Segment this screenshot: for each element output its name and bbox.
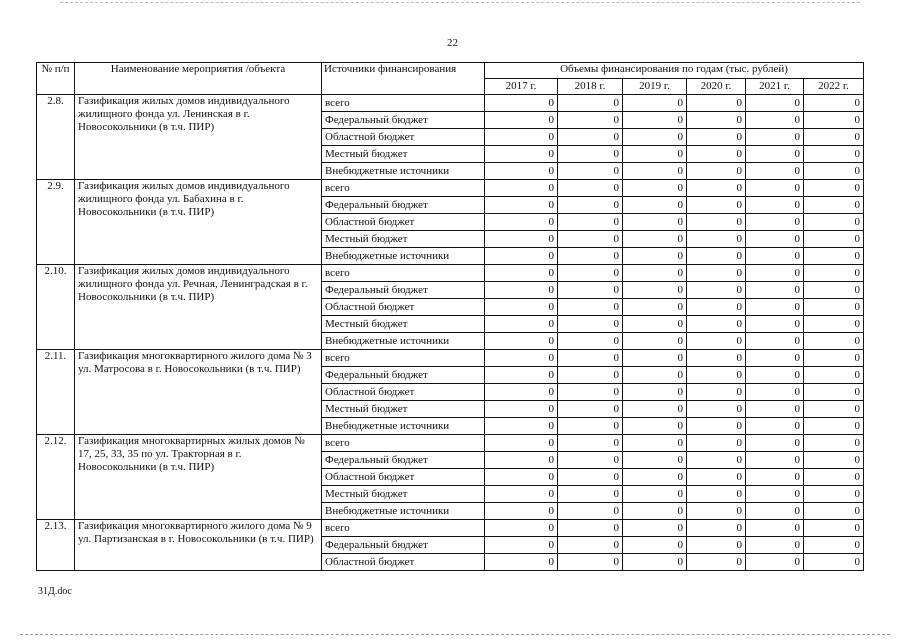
funding-value: 0 <box>623 486 687 503</box>
funding-source: Областной бюджет <box>322 299 485 316</box>
header-source: Источники финансирования <box>322 63 485 95</box>
funding-value: 0 <box>687 452 746 469</box>
funding-source: Внебюджетные источники <box>322 333 485 350</box>
funding-value: 0 <box>804 486 864 503</box>
header-volumes: Объемы финансирования по годам (тыс. рублей) <box>485 63 864 79</box>
funding-source: всего <box>322 435 485 452</box>
funding-value: 0 <box>746 520 804 537</box>
funding-source: Областной бюджет <box>322 214 485 231</box>
funding-value: 0 <box>485 503 558 520</box>
funding-source: Внебюджетные источники <box>322 248 485 265</box>
funding-value: 0 <box>746 418 804 435</box>
funding-source: Местный бюджет <box>322 146 485 163</box>
table-row <box>37 520 864 537</box>
funding-value: 0 <box>746 265 804 282</box>
funding-value: 0 <box>558 112 623 129</box>
funding-source: Областной бюджет <box>322 384 485 401</box>
funding-value: 0 <box>804 146 864 163</box>
funding-value: 0 <box>687 316 746 333</box>
item-number: 2.13. <box>37 520 75 571</box>
header-year: 2022 г. <box>804 79 864 95</box>
funding-value: 0 <box>746 112 804 129</box>
funding-value: 0 <box>558 265 623 282</box>
funding-source: Местный бюджет <box>322 231 485 248</box>
funding-value: 0 <box>687 95 746 112</box>
funding-value: 0 <box>746 248 804 265</box>
funding-value: 0 <box>558 486 623 503</box>
funding-value: 0 <box>558 197 623 214</box>
funding-value: 0 <box>687 282 746 299</box>
funding-value: 0 <box>485 486 558 503</box>
funding-value: 0 <box>623 95 687 112</box>
funding-source: Внебюджетные источники <box>322 163 485 180</box>
funding-value: 0 <box>687 401 746 418</box>
funding-value: 0 <box>485 469 558 486</box>
funding-value: 0 <box>746 146 804 163</box>
funding-value: 0 <box>485 418 558 435</box>
header-num: № п/п <box>37 63 75 95</box>
funding-value: 0 <box>804 95 864 112</box>
funding-value: 0 <box>485 163 558 180</box>
funding-source: Федеральный бюджет <box>322 452 485 469</box>
funding-value: 0 <box>804 367 864 384</box>
funding-value: 0 <box>746 333 804 350</box>
funding-source: Местный бюджет <box>322 401 485 418</box>
funding-value: 0 <box>746 452 804 469</box>
funding-source: Внебюджетные источники <box>322 503 485 520</box>
funding-value: 0 <box>804 180 864 197</box>
table-row <box>37 435 864 452</box>
item-number: 2.11. <box>37 350 75 435</box>
funding-value: 0 <box>804 163 864 180</box>
funding-value: 0 <box>623 367 687 384</box>
funding-value: 0 <box>687 503 746 520</box>
funding-value: 0 <box>623 265 687 282</box>
funding-value: 0 <box>558 163 623 180</box>
funding-value: 0 <box>558 316 623 333</box>
funding-value: 0 <box>558 282 623 299</box>
funding-source: Федеральный бюджет <box>322 282 485 299</box>
funding-value: 0 <box>687 163 746 180</box>
funding-value: 0 <box>558 129 623 146</box>
funding-value: 0 <box>687 112 746 129</box>
funding-value: 0 <box>623 146 687 163</box>
funding-value: 0 <box>558 214 623 231</box>
funding-value: 0 <box>623 112 687 129</box>
funding-source: всего <box>322 520 485 537</box>
funding-value: 0 <box>746 384 804 401</box>
funding-value: 0 <box>804 316 864 333</box>
funding-value: 0 <box>623 384 687 401</box>
header-year: 2021 г. <box>746 79 804 95</box>
funding-value: 0 <box>485 384 558 401</box>
funding-value: 0 <box>687 384 746 401</box>
funding-source: всего <box>322 95 485 112</box>
funding-value: 0 <box>485 248 558 265</box>
funding-value: 0 <box>623 282 687 299</box>
funding-value: 0 <box>804 299 864 316</box>
funding-value: 0 <box>804 520 864 537</box>
funding-value: 0 <box>623 163 687 180</box>
funding-value: 0 <box>804 231 864 248</box>
funding-value: 0 <box>687 146 746 163</box>
funding-value: 0 <box>485 520 558 537</box>
funding-value: 0 <box>746 316 804 333</box>
funding-value: 0 <box>623 554 687 571</box>
funding-value: 0 <box>558 520 623 537</box>
funding-value: 0 <box>746 282 804 299</box>
funding-value: 0 <box>485 452 558 469</box>
funding-value: 0 <box>485 537 558 554</box>
scan-artifact-bottom <box>20 634 890 636</box>
funding-value: 0 <box>746 469 804 486</box>
funding-value: 0 <box>623 197 687 214</box>
funding-value: 0 <box>558 537 623 554</box>
funding-value: 0 <box>687 367 746 384</box>
funding-value: 0 <box>804 282 864 299</box>
funding-value: 0 <box>558 180 623 197</box>
funding-value: 0 <box>804 469 864 486</box>
funding-value: 0 <box>485 129 558 146</box>
funding-value: 0 <box>804 401 864 418</box>
funding-value: 0 <box>485 282 558 299</box>
funding-value: 0 <box>746 350 804 367</box>
funding-value: 0 <box>687 537 746 554</box>
funding-value: 0 <box>623 248 687 265</box>
funding-value: 0 <box>687 129 746 146</box>
funding-value: 0 <box>687 197 746 214</box>
funding-value: 0 <box>746 231 804 248</box>
table-row <box>37 265 864 282</box>
funding-value: 0 <box>485 401 558 418</box>
funding-value: 0 <box>746 180 804 197</box>
item-number: 2.8. <box>37 95 75 180</box>
funding-value: 0 <box>558 333 623 350</box>
funding-value: 0 <box>623 129 687 146</box>
funding-value: 0 <box>804 503 864 520</box>
funding-value: 0 <box>558 95 623 112</box>
funding-value: 0 <box>558 469 623 486</box>
table-row <box>37 350 864 367</box>
funding-value: 0 <box>687 520 746 537</box>
funding-source: всего <box>322 265 485 282</box>
funding-value: 0 <box>623 435 687 452</box>
funding-source: всего <box>322 350 485 367</box>
funding-value: 0 <box>804 214 864 231</box>
funding-value: 0 <box>623 231 687 248</box>
table-row <box>37 180 864 197</box>
funding-value: 0 <box>687 350 746 367</box>
funding-value: 0 <box>746 503 804 520</box>
funding-value: 0 <box>746 367 804 384</box>
funding-value: 0 <box>804 333 864 350</box>
funding-value: 0 <box>558 146 623 163</box>
funding-value: 0 <box>746 554 804 571</box>
funding-value: 0 <box>558 435 623 452</box>
page-number: 22 <box>447 37 458 49</box>
funding-value: 0 <box>804 418 864 435</box>
funding-value: 0 <box>485 197 558 214</box>
funding-value: 0 <box>804 197 864 214</box>
header-year: 2017 г. <box>485 79 558 95</box>
funding-value: 0 <box>623 537 687 554</box>
funding-value: 0 <box>687 435 746 452</box>
funding-value: 0 <box>746 435 804 452</box>
funding-source: Федеральный бюджет <box>322 367 485 384</box>
funding-value: 0 <box>804 537 864 554</box>
funding-value: 0 <box>558 384 623 401</box>
funding-source: Областной бюджет <box>322 129 485 146</box>
funding-value: 0 <box>485 95 558 112</box>
funding-value: 0 <box>687 333 746 350</box>
funding-value: 0 <box>804 265 864 282</box>
funding-value: 0 <box>485 299 558 316</box>
item-name: Газификация многоквартирного жилого дома № 9 ул. Партизанская в г. Новосокольники (в т.ч. ПИР) <box>75 520 322 571</box>
funding-value: 0 <box>485 146 558 163</box>
item-number: 2.10. <box>37 265 75 350</box>
funding-value: 0 <box>687 214 746 231</box>
funding-value: 0 <box>804 554 864 571</box>
financing-table <box>36 62 864 571</box>
funding-value: 0 <box>746 401 804 418</box>
funding-value: 0 <box>623 469 687 486</box>
funding-value: 0 <box>558 248 623 265</box>
funding-value: 0 <box>558 231 623 248</box>
funding-source: Федеральный бюджет <box>322 112 485 129</box>
file-name-note: 31Д.doc <box>38 586 72 597</box>
funding-value: 0 <box>804 129 864 146</box>
funding-value: 0 <box>804 248 864 265</box>
table-row <box>37 95 864 112</box>
header-year: 2019 г. <box>623 79 687 95</box>
funding-value: 0 <box>485 435 558 452</box>
funding-value: 0 <box>558 503 623 520</box>
header-name: Наименование мероприятия /объекта <box>75 63 322 95</box>
funding-value: 0 <box>485 554 558 571</box>
funding-value: 0 <box>485 367 558 384</box>
funding-value: 0 <box>687 418 746 435</box>
header-year: 2018 г. <box>558 79 623 95</box>
funding-value: 0 <box>804 452 864 469</box>
funding-value: 0 <box>746 129 804 146</box>
funding-value: 0 <box>485 180 558 197</box>
funding-value: 0 <box>623 418 687 435</box>
funding-value: 0 <box>623 452 687 469</box>
funding-value: 0 <box>558 554 623 571</box>
funding-source: Федеральный бюджет <box>322 197 485 214</box>
funding-value: 0 <box>558 367 623 384</box>
item-name: Газификация многоквартирного жилого дома № 3 ул. Матросова в г. Новосокольники (в т.ч. ПИР) <box>75 350 322 435</box>
funding-value: 0 <box>485 333 558 350</box>
funding-value: 0 <box>687 248 746 265</box>
funding-value: 0 <box>623 401 687 418</box>
funding-value: 0 <box>485 231 558 248</box>
funding-value: 0 <box>687 231 746 248</box>
funding-value: 0 <box>558 350 623 367</box>
funding-value: 0 <box>746 214 804 231</box>
funding-value: 0 <box>485 214 558 231</box>
funding-value: 0 <box>623 350 687 367</box>
item-name: Газификация жилых домов индивидуального жилищного фонда ул. Речная, Ленинградская в г. Новосокольники (в т.ч. ПИР) <box>75 265 322 350</box>
funding-source: всего <box>322 180 485 197</box>
funding-value: 0 <box>746 299 804 316</box>
funding-source: Областной бюджет <box>322 469 485 486</box>
funding-value: 0 <box>746 537 804 554</box>
funding-value: 0 <box>687 180 746 197</box>
item-name: Газификация жилых домов индивидуального жилищного фонда ул. Ленинская в г. Новосокольники (в т.ч. ПИР) <box>75 95 322 180</box>
funding-value: 0 <box>687 299 746 316</box>
funding-value: 0 <box>687 486 746 503</box>
item-name: Газификация жилых домов индивидуального жилищного фонда ул. Бабахина в г. Новосокольники (в т.ч. ПИР) <box>75 180 322 265</box>
funding-value: 0 <box>746 95 804 112</box>
scan-artifact-top <box>60 2 860 4</box>
funding-value: 0 <box>687 554 746 571</box>
funding-source: Местный бюджет <box>322 316 485 333</box>
funding-source: Федеральный бюджет <box>322 537 485 554</box>
funding-value: 0 <box>746 197 804 214</box>
funding-value: 0 <box>623 316 687 333</box>
funding-value: 0 <box>746 163 804 180</box>
funding-value: 0 <box>623 180 687 197</box>
funding-value: 0 <box>485 350 558 367</box>
funding-value: 0 <box>558 401 623 418</box>
funding-value: 0 <box>485 265 558 282</box>
funding-value: 0 <box>804 112 864 129</box>
item-number: 2.12. <box>37 435 75 520</box>
funding-source: Местный бюджет <box>322 486 485 503</box>
funding-value: 0 <box>623 214 687 231</box>
funding-value: 0 <box>623 299 687 316</box>
header-year: 2020 г. <box>687 79 746 95</box>
funding-value: 0 <box>804 435 864 452</box>
funding-value: 0 <box>558 299 623 316</box>
funding-value: 0 <box>485 316 558 333</box>
funding-value: 0 <box>687 469 746 486</box>
funding-value: 0 <box>558 452 623 469</box>
funding-value: 0 <box>623 333 687 350</box>
funding-value: 0 <box>687 265 746 282</box>
item-number: 2.9. <box>37 180 75 265</box>
funding-source: Внебюджетные источники <box>322 418 485 435</box>
funding-value: 0 <box>623 503 687 520</box>
funding-source: Областной бюджет <box>322 554 485 571</box>
funding-value: 0 <box>623 520 687 537</box>
funding-value: 0 <box>804 350 864 367</box>
funding-value: 0 <box>804 384 864 401</box>
funding-value: 0 <box>558 418 623 435</box>
item-name: Газификация многоквартирных жилых домов № 17, 25, 33, 35 по ул. Тракторная в г. Новосокольники (в т.ч. ПИР) <box>75 435 322 520</box>
funding-value: 0 <box>746 486 804 503</box>
funding-value: 0 <box>485 112 558 129</box>
